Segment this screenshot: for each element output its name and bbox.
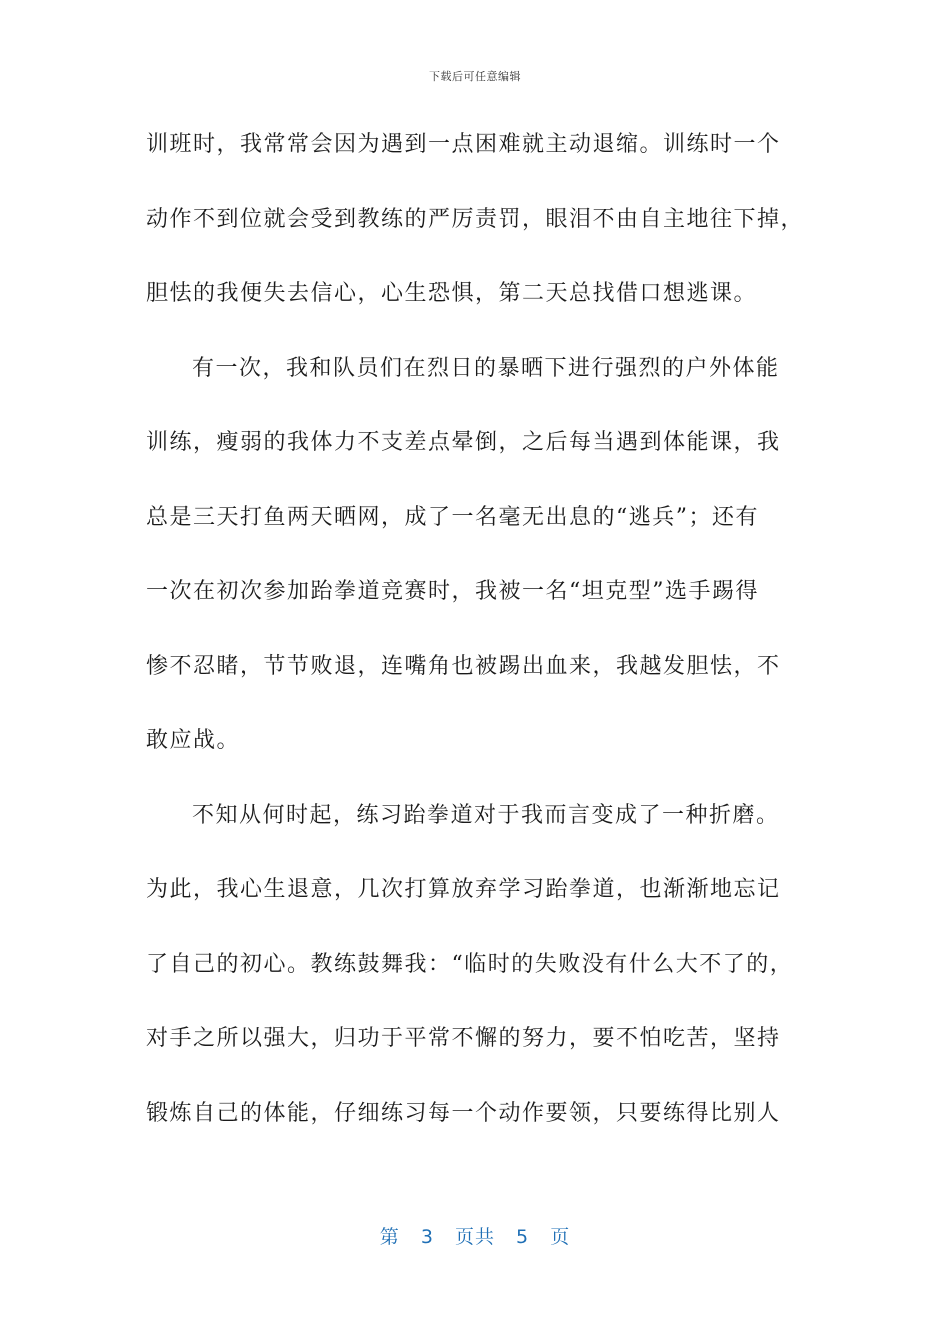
footer-middle: 页共 — [454, 1226, 495, 1248]
text-line: 动作不到位就会受到教练的严厉责罚，眼泪不由自主地往下掉， — [146, 206, 805, 232]
footer-prefix: 第 — [379, 1226, 400, 1248]
text-line: 训练，瘦弱的我体力不支差点晕倒，之后每当遇到体能课，我 — [146, 430, 781, 455]
header-note: 下载后可任意编辑 — [429, 70, 521, 83]
text-line: 对手之所以强大，归功于平常不懈的努力，要不怕吃苦，坚持 — [146, 1026, 781, 1051]
text-line: 惨不忍睹，节节败退，连嘴角也被踢出血来，我越发胆怯，不 — [146, 653, 781, 679]
text-line-paragraph-start: 有一次，我和队员们在烈日的暴晒下进行强烈的户外体能 — [192, 355, 780, 381]
footer-suffix: 页 — [550, 1226, 571, 1248]
text-line: 为此，我心生退意，几次打算放弃学习跆拳道，也渐渐地忘记 — [146, 877, 781, 902]
text-line: 训班时，我常常会因为遇到一点困难就主动退缩。训练时一个 — [146, 132, 781, 157]
text-line: 胆怯的我便失去信心，心生恐惧，第二天总找借口想逃课。 — [146, 281, 758, 306]
text-line: 锻炼自己的体能，仔细练习每一个动作要领，只要练得比别人 — [146, 1100, 781, 1126]
text-line-paragraph-start: 不知从何时起，练习跆拳道对于我而言变成了一种折磨。 — [192, 802, 780, 828]
total-pages-number: 5 — [516, 1226, 530, 1248]
text-line: 了自己的初心。教练鼓舞我：“临时的失败没有什么大不了的， — [146, 951, 794, 977]
text-line: 敢应战。 — [146, 728, 241, 753]
text-line: 总是三天打鱼两天晒网，成了一名毫无出息的“逃兵”；还有 — [146, 504, 759, 530]
text-line: 一次在初次参加跆拳道竞赛时，我被一名“坦克型”选手踢得 — [146, 579, 759, 604]
document-body — [146, 108, 805, 1151]
current-page-number: 3 — [420, 1226, 434, 1248]
page-footer — [0, 1222, 950, 1249]
